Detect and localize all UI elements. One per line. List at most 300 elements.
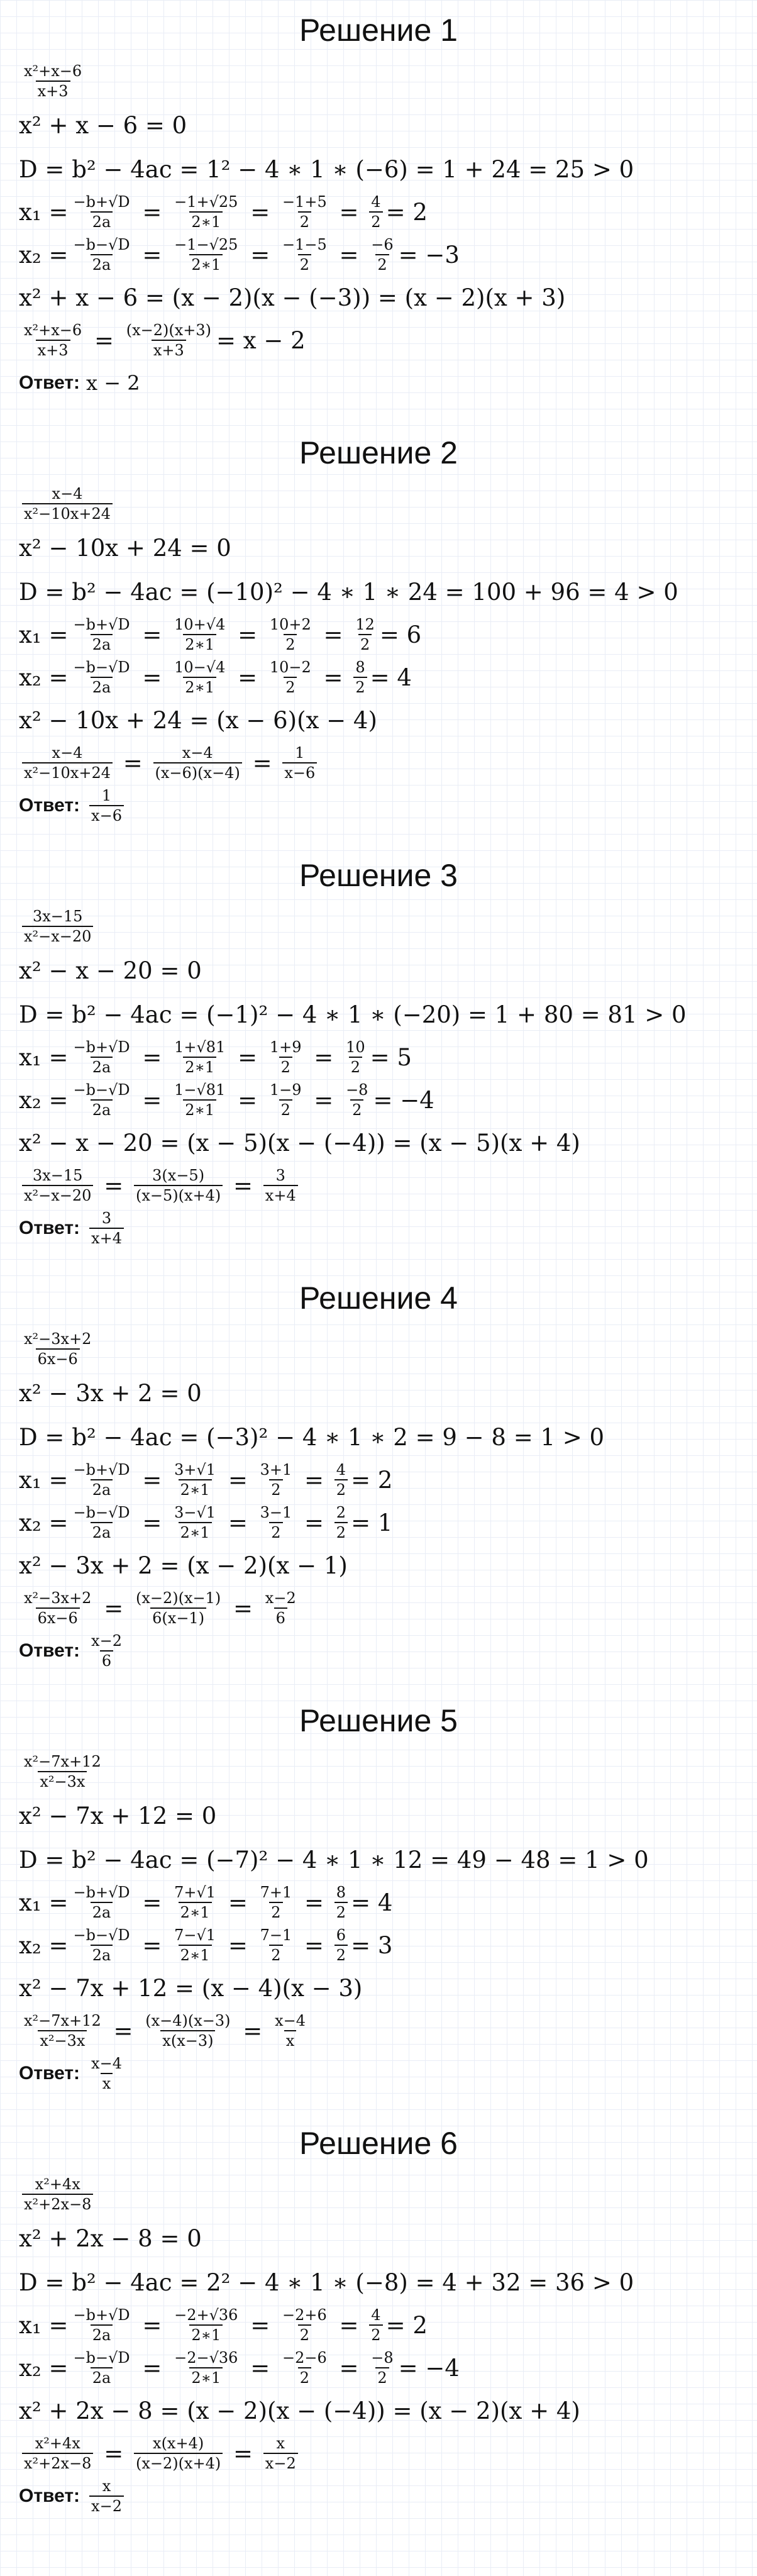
fraction-denominator: x²−x−20 (22, 1185, 93, 1204)
equals-sign: = (135, 1043, 170, 1071)
equals-sign: = (221, 1889, 255, 1916)
answer-line (19, 785, 127, 826)
fraction (71, 659, 131, 696)
fraction-numerator: −8 (371, 2348, 394, 2367)
root-label: x₁ = (19, 198, 69, 226)
fraction-denominator: x²+2x−8 (22, 2194, 93, 2212)
equals-sign: = (221, 1931, 255, 1959)
fraction (22, 2176, 93, 2213)
fraction-denominator: 2 (298, 2367, 311, 2386)
equals-sign: = (135, 2311, 170, 2339)
fraction-numerator: −8 (346, 1080, 368, 1099)
fraction-numerator: 4 (336, 1460, 346, 1479)
fraction-numerator: −1−√25 (174, 235, 238, 253)
fraction (89, 787, 124, 824)
fraction-numerator: (x−2)(x−1) (135, 1589, 221, 1607)
root-result: = 2 (351, 1466, 393, 1494)
fraction-numerator: 10+√4 (174, 615, 226, 633)
fraction-denominator: 2 (284, 634, 297, 653)
fraction-denominator: 2a (91, 677, 113, 696)
fraction-denominator: 2∗1 (179, 1522, 212, 1541)
fraction (71, 1884, 131, 1921)
fraction-numerator: (x−2)(x+3) (126, 321, 211, 339)
given-expression (19, 906, 96, 947)
equals-sign: = (135, 1931, 170, 1959)
section-title: Решение 5 (299, 1703, 458, 1738)
fraction-numerator: x²+x−6 (24, 321, 82, 339)
fraction (268, 1039, 304, 1076)
quadratic-equation (19, 104, 187, 146)
fraction-denominator: 2∗1 (189, 2324, 223, 2343)
discriminant-line (19, 1839, 649, 1880)
root-x1-line (19, 614, 421, 655)
answer-line (19, 362, 140, 404)
fraction (71, 236, 131, 274)
fraction-numerator: −2−√36 (174, 2348, 238, 2367)
fraction-numerator: 1−9 (269, 1080, 302, 1099)
fraction-numerator: 7+1 (260, 1883, 292, 1901)
solution-section (0, 845, 757, 1268)
fraction-numerator: 10−√4 (174, 658, 226, 676)
root-label: x₂ = (19, 2354, 69, 2382)
fraction-denominator: 2 (269, 1522, 282, 1541)
solution-section (0, 1268, 757, 1690)
given-expression (19, 1751, 106, 1792)
fraction-numerator: −b−√D (73, 1080, 130, 1099)
fraction (369, 2307, 382, 2344)
fraction (22, 486, 113, 523)
equals-sign: = (316, 663, 351, 691)
fraction-denominator: x+3 (36, 340, 70, 358)
fraction-denominator: 2 (375, 254, 389, 273)
fraction (172, 1884, 218, 1921)
fraction-numerator: 10+2 (269, 615, 311, 633)
fraction-denominator: 6 (274, 1607, 287, 1626)
fraction-numerator: −b+√D (73, 2306, 130, 2324)
equals-sign: = (306, 1043, 341, 1071)
fraction-numerator: 1 (101, 786, 112, 804)
section-title: Решение 2 (299, 435, 458, 470)
fraction-numerator: x−2 (265, 1589, 296, 1607)
root-result: = 4 (351, 1889, 393, 1916)
fraction-denominator: 2 (334, 1479, 348, 1498)
fraction-numerator: −b−√D (73, 658, 130, 676)
fraction-numerator: 1 (295, 743, 305, 762)
equals-sign: = (306, 1086, 341, 1114)
equals-sign: = (331, 2354, 367, 2382)
equals-sign: = (297, 1466, 331, 1494)
fraction-denominator: x²−10x+24 (22, 762, 113, 781)
fraction (134, 2435, 223, 2472)
solution-section (0, 2113, 757, 2536)
section-title: Решение 4 (299, 1280, 458, 1316)
fraction-numerator: 3x−15 (33, 907, 83, 925)
fraction-numerator: x−4 (275, 2011, 306, 2029)
quadratic-equation (19, 2218, 202, 2259)
fraction-numerator: x²−7x+12 (24, 2011, 101, 2029)
equals-sign: = (96, 2440, 131, 2467)
fraction (134, 1590, 223, 1627)
fraction-denominator: 2∗1 (183, 1099, 216, 1118)
fraction-numerator: 12 (355, 615, 375, 633)
equals-sign: = (106, 2017, 141, 2045)
fraction-numerator: 10−2 (269, 658, 311, 676)
fraction (89, 2478, 124, 2515)
fraction-numerator: −b+√D (73, 615, 130, 633)
root-result: = 5 (370, 1043, 412, 1071)
simplification-line (19, 2433, 301, 2474)
answer-line (19, 1630, 127, 1672)
fraction-denominator: 2∗1 (179, 1902, 212, 1921)
fraction-denominator: 2a (91, 1902, 113, 1921)
fraction-numerator: x²−3x+2 (24, 1589, 92, 1607)
root-label: x₂ = (19, 663, 69, 691)
factorization-line (19, 1545, 348, 1586)
fraction-denominator: 2 (269, 1902, 282, 1921)
fraction-numerator: x (102, 2477, 111, 2495)
fraction (172, 616, 227, 653)
discriminant-text: D = b² − 4ac = (−7)² − 4 ∗ 1 ∗ 12 = 49 − 48 = 1 > 0 (19, 1846, 649, 1874)
fraction (280, 2350, 329, 2387)
equals-sign: = (116, 749, 150, 777)
fraction-denominator: x−2 (263, 2453, 298, 2472)
equals-sign: = (135, 1889, 170, 1916)
root-x2-line (19, 1924, 392, 1966)
fraction-denominator: 2a (91, 1099, 113, 1118)
equals-sign: = (221, 1466, 255, 1494)
fraction-numerator: x(x+4) (153, 2434, 204, 2452)
factorization-text: x² − 10x + 24 = (x − 6)(x − 4) (19, 706, 377, 734)
answer-label: Ответ: (19, 2485, 80, 2506)
fraction (172, 236, 240, 274)
factorization-line (19, 2390, 580, 2431)
equals-sign: = (135, 1466, 170, 1494)
discriminant-line (19, 2262, 634, 2303)
equals-sign: = (135, 663, 170, 691)
answer-value: x − 2 (86, 371, 140, 395)
fraction-denominator: (x−2)(x+4) (134, 2453, 223, 2472)
fraction-denominator: 2 (279, 1057, 292, 1075)
root-result: = 1 (351, 1509, 393, 1536)
fraction-numerator: x²+x−6 (24, 62, 82, 80)
fraction (369, 2350, 395, 2387)
fraction-numerator: −b+√D (73, 1038, 130, 1056)
discriminant-line (19, 994, 687, 1035)
fraction (258, 1504, 294, 1541)
fraction (334, 1504, 348, 1541)
fraction-numerator: x−4 (182, 743, 213, 762)
fraction-denominator: 2 (350, 1099, 363, 1118)
equals-sign: = (331, 2311, 367, 2339)
fraction-denominator: x²−3x (38, 1771, 87, 1790)
fraction-numerator: 3+1 (260, 1460, 292, 1479)
root-x1-line (19, 2304, 428, 2346)
fraction-numerator: 8 (355, 658, 365, 676)
equals-sign: = (297, 1509, 331, 1536)
discriminant-text: D = b² − 4ac = (−3)² − 4 ∗ 1 ∗ 2 = 9 − 8 = 1 > 0 (19, 1423, 605, 1451)
root-x2-line (19, 2347, 460, 2389)
fraction-denominator: 2 (334, 1945, 348, 1963)
equals-sign: = (135, 621, 170, 648)
root-x1-line (19, 1459, 392, 1501)
equals-sign: = (135, 241, 170, 269)
fraction-numerator: −2−6 (282, 2348, 327, 2367)
given-expression (19, 2174, 96, 2215)
equals-sign: = (235, 2017, 270, 2045)
fraction-denominator: 2a (91, 1522, 113, 1541)
fraction-denominator: 2a (91, 254, 113, 273)
fraction-denominator: x+4 (263, 1185, 298, 1204)
fraction (172, 194, 240, 231)
fraction (89, 2055, 124, 2092)
fraction-numerator: 3x−15 (33, 1166, 83, 1184)
fraction-denominator: x²−10x+24 (22, 503, 113, 522)
fraction (258, 1462, 294, 1499)
fraction-numerator: 3 (101, 1209, 112, 1227)
fraction-numerator: −b−√D (73, 235, 130, 253)
equals-sign: = (226, 1594, 260, 1622)
fraction-denominator: x²−x−20 (22, 926, 93, 945)
equals-sign: = (245, 749, 280, 777)
fraction-numerator: −1+√25 (174, 192, 238, 211)
root-result: = 6 (379, 621, 422, 648)
fraction (22, 322, 84, 359)
fraction (22, 1753, 103, 1790)
fraction-denominator: 2 (334, 1522, 348, 1541)
fraction (172, 659, 227, 696)
fraction-denominator: (x−6)(x−4) (153, 762, 242, 781)
factorization-text: x² + x − 6 = (x − 2)(x − (−3)) = (x − 2)(x + 3) (19, 284, 566, 311)
fraction-numerator: 10 (346, 1038, 365, 1056)
equals-sign: = (230, 663, 265, 691)
discriminant-line (19, 571, 678, 613)
fraction-numerator: −b+√D (73, 1460, 130, 1479)
fraction-numerator: −1−5 (282, 235, 327, 253)
fraction (22, 2435, 93, 2472)
fraction-denominator: 2 (369, 211, 382, 230)
fraction-denominator: 2∗1 (189, 2367, 223, 2386)
fraction (71, 616, 131, 653)
fraction-denominator: 6 (100, 1650, 113, 1669)
given-expression (19, 483, 116, 525)
fraction-denominator: 6(x−1) (150, 1607, 206, 1626)
fraction-denominator: 2∗1 (183, 677, 216, 696)
factorization-line (19, 277, 565, 318)
quadratic-equation (19, 1372, 202, 1414)
fraction-numerator: 3−1 (260, 1503, 292, 1521)
fraction (268, 659, 313, 696)
fraction (172, 1504, 218, 1541)
fraction (89, 1210, 124, 1247)
fraction (172, 1462, 218, 1499)
section-title: Решение 6 (299, 2126, 458, 2161)
fraction (263, 1167, 298, 1204)
fraction (353, 659, 367, 696)
root-label: x₂ = (19, 241, 69, 269)
equals-sign: = (243, 2311, 277, 2339)
fraction-numerator: −b−√D (73, 2348, 130, 2367)
equation-text: x² − 7x + 12 = 0 (19, 1802, 217, 1829)
equals-sign: = (230, 1043, 265, 1071)
factorization-text: x² − 3x + 2 = (x − 2)(x − 1) (19, 1552, 348, 1579)
quadratic-equation (19, 1795, 216, 1836)
fraction-numerator: x−2 (91, 1631, 122, 1650)
simplification-line (19, 319, 306, 361)
given-expression (19, 1328, 96, 1370)
root-x1-line (19, 1036, 412, 1078)
fraction-denominator: 2 (375, 2367, 389, 2386)
fraction (258, 1884, 294, 1921)
fraction (143, 2012, 232, 2050)
fraction-denominator: x+3 (152, 340, 186, 358)
fraction-denominator: (x−5)(x+4) (134, 1185, 223, 1204)
fraction-denominator: 2∗1 (189, 254, 223, 273)
fraction-numerator: −b−√D (73, 1503, 130, 1521)
fraction-denominator: 2 (298, 211, 311, 230)
fraction-numerator: 8 (336, 1883, 346, 1901)
equals-sign: = (96, 1594, 131, 1622)
root-result: = 2 (385, 2311, 428, 2339)
fraction-numerator: 7−1 (260, 1926, 292, 1944)
fraction-denominator: 2 (269, 1479, 282, 1498)
root-x1-line (19, 191, 428, 233)
simplification-line (19, 1587, 301, 1629)
fraction (369, 194, 382, 231)
root-label: x₁ = (19, 1889, 69, 1916)
root-x2-line (19, 1502, 392, 1543)
answer-line (19, 2053, 127, 2094)
fraction (344, 1082, 370, 1119)
fraction-denominator: x (284, 2030, 297, 2049)
fraction (71, 1082, 131, 1119)
fraction-numerator: −6 (371, 235, 394, 253)
fraction-denominator: 6x−6 (36, 1607, 80, 1626)
fraction (263, 1590, 298, 1627)
factorization-text: x² − x − 20 = (x − 5)(x − (−4)) = (x − 5)(x + 4) (19, 1129, 580, 1157)
fraction-numerator: x (276, 2434, 285, 2452)
factorization-line (19, 1122, 580, 1163)
equals-sign: = (135, 198, 170, 226)
fraction-denominator: 2 (358, 634, 372, 653)
fraction-numerator: 7−√1 (174, 1926, 216, 1944)
fraction-numerator: −2+√36 (174, 2306, 238, 2324)
solution-section (0, 0, 757, 423)
fraction-numerator: 2 (336, 1503, 346, 1521)
fraction (282, 745, 317, 782)
root-result: = −4 (373, 1086, 434, 1114)
fraction (263, 2435, 298, 2472)
root-label: x₂ = (19, 1509, 69, 1536)
equals-sign: = (316, 621, 351, 648)
equals-sign: = (243, 2354, 277, 2382)
equals-sign: = (135, 1086, 170, 1114)
fraction-denominator: 2a (91, 1479, 113, 1498)
quadratic-equation (19, 950, 202, 991)
fraction (353, 616, 377, 653)
fraction-numerator: −b+√D (73, 192, 130, 211)
root-x2-line (19, 1079, 434, 1121)
simplification-line (19, 742, 320, 784)
fraction-denominator: 2∗1 (179, 1945, 212, 1963)
equals-sign: = (226, 1172, 260, 1199)
equals-sign: = (230, 621, 265, 648)
fraction (334, 1927, 348, 1964)
factorization-text: x² + 2x − 8 = (x − 2)(x − (−4)) = (x − 2)(x + 4) (19, 2397, 580, 2424)
equals-sign: = (297, 1931, 331, 1959)
fraction-numerator: −2+6 (282, 2306, 327, 2324)
fraction-numerator: x−4 (52, 484, 83, 502)
root-label: x₂ = (19, 1086, 69, 1114)
root-label: x₁ = (19, 2311, 69, 2339)
equation-text: x² + x − 6 = 0 (19, 111, 187, 139)
simplification-line (19, 1165, 301, 1206)
fraction (22, 2012, 103, 2050)
equals-sign: = (331, 241, 367, 269)
root-label: x₂ = (19, 1931, 69, 1959)
fraction (172, 2350, 240, 2387)
fraction-denominator: x+4 (89, 1228, 124, 1246)
fraction-denominator: 2 (353, 677, 367, 696)
answer-label: Ответ: (19, 795, 80, 816)
equals-sign: = (230, 1086, 265, 1114)
discriminant-text: D = b² − 4ac = (−1)² − 4 ∗ 1 ∗ (−20) = 1 + 80 = 81 > 0 (19, 1001, 687, 1028)
answer-label: Ответ: (19, 372, 80, 393)
fraction-denominator: 2 (298, 254, 311, 273)
fraction (22, 908, 93, 945)
equals-sign: = (243, 198, 277, 226)
equation-text: x² − 3x + 2 = 0 (19, 1379, 202, 1407)
simplification-result: = x − 2 (216, 326, 306, 354)
equation-text: x² − x − 20 = 0 (19, 957, 202, 984)
equals-sign: = (243, 241, 277, 269)
fraction (172, 1082, 227, 1119)
fraction-denominator: 2∗1 (183, 634, 216, 653)
root-x2-line (19, 234, 460, 275)
fraction (71, 1462, 131, 1499)
fraction (273, 2012, 307, 2050)
equals-sign: = (96, 1172, 131, 1199)
fraction-numerator: x²+4x (35, 2434, 80, 2452)
section-title: Решение 1 (299, 13, 458, 48)
fraction (22, 1167, 93, 1204)
fraction-numerator: 3 (275, 1166, 285, 1184)
fraction (369, 236, 395, 274)
fraction-denominator: 2 (334, 1902, 348, 1921)
root-x2-line (19, 657, 412, 698)
fraction (134, 1167, 223, 1204)
answer-label: Ответ: (19, 1640, 80, 1661)
fraction (22, 1590, 93, 1627)
fraction-denominator: 2∗1 (183, 1057, 216, 1075)
fraction (71, 1927, 131, 1964)
fraction-denominator: x(x−3) (160, 2030, 215, 2049)
fraction (153, 745, 242, 782)
discriminant-text: D = b² − 4ac = 1² − 4 ∗ 1 ∗ (−6) = 1 + 24 = 25 > 0 (19, 155, 634, 183)
quadratic-equation (19, 527, 231, 569)
root-label: x₁ = (19, 1043, 69, 1071)
simplification-line (19, 2010, 311, 2051)
fraction-denominator: x+3 (36, 80, 70, 99)
fraction-numerator: x²−7x+12 (24, 1752, 101, 1770)
fraction (22, 63, 84, 100)
fraction-numerator: x−4 (91, 2054, 122, 2072)
fraction-numerator: 7+√1 (174, 1883, 216, 1901)
fraction-denominator: 2∗1 (189, 211, 223, 230)
root-result: = −4 (398, 2354, 460, 2382)
fraction-numerator: 1+9 (269, 1038, 302, 1056)
fraction-denominator: 2a (91, 211, 113, 230)
root-result: = 4 (370, 663, 412, 691)
